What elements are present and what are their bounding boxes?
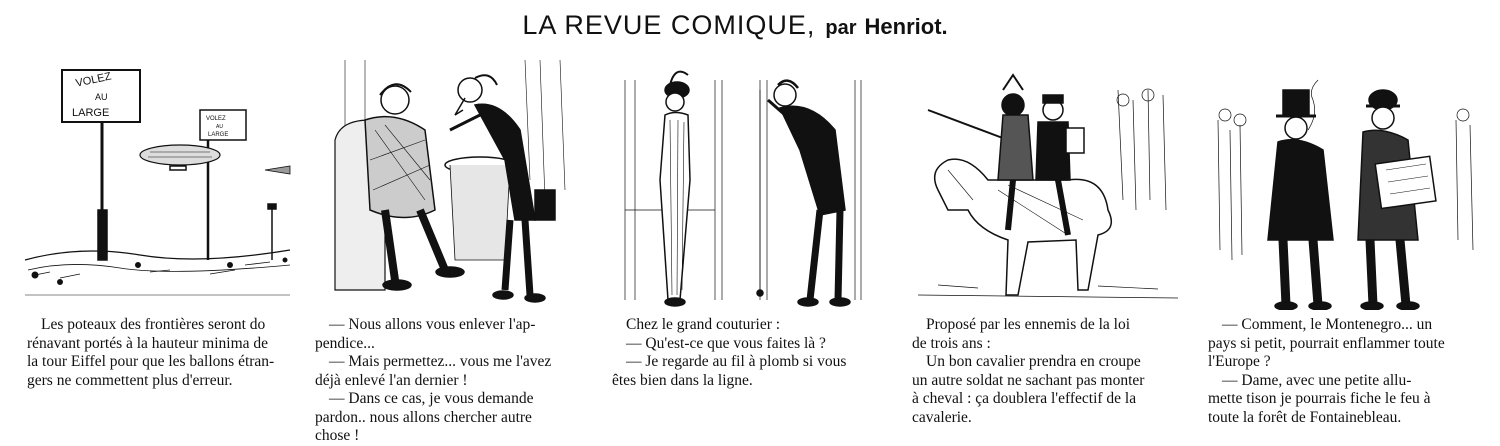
caption-line: pendice...: [315, 334, 375, 352]
caption-line: Un bon cavalier prendra en croupe: [926, 353, 1141, 370]
panel-1-illustration: [20, 60, 295, 310]
caption-line: la tour Eiffel pour que les ballons étran-: [27, 353, 275, 370]
sign-large-top: VOLEZ: [74, 70, 113, 90]
tailor-head: [774, 84, 796, 106]
caption-line: à cheval : ça doublera l'effectif de la: [912, 390, 1137, 407]
map: [1375, 156, 1436, 208]
title-author: Henriot.: [864, 14, 948, 39]
panel-5-illustration: [1208, 60, 1488, 310]
caption-line: Les poteaux des frontières seront do: [41, 316, 266, 333]
distant-balloon: [265, 166, 290, 174]
rider-1-head: [1002, 94, 1024, 116]
caption-line: toute la forêt de Fontainebleau.: [1208, 408, 1402, 426]
caption-line: l'Europe ?: [1208, 353, 1271, 370]
caption-line: Chez le grand couturier :: [626, 316, 781, 333]
caption-line: rénavant portés à la hauteur minima de: [27, 334, 269, 352]
caption-panel-5: [1208, 316, 1480, 427]
page-title: [0, 10, 1470, 41]
caption-line: chose !: [315, 427, 360, 444]
caption-line: un autre soldat ne sachant pas monter: [912, 371, 1145, 389]
caption-panel-3: [612, 316, 882, 390]
caption-panel-4: [912, 316, 1184, 427]
title-main: LA REVUE COMIQUE,: [522, 10, 816, 40]
caption-panel-2: [315, 316, 588, 446]
caption-line: — Qu'est-ce que vous faites là ?: [626, 334, 826, 352]
caption-line: de trois ans :: [912, 334, 991, 352]
caption-line: déjà enlevé l'an dernier !: [315, 371, 468, 389]
caption-line: — Dans ce cas, je vous demande: [329, 390, 534, 407]
caption-line: pardon.. nous allons chercher autre: [315, 408, 532, 426]
caption-panel-1: [27, 316, 289, 390]
panel-4-illustration: [918, 60, 1180, 310]
caption-line: êtes bien dans la ligne.: [612, 371, 753, 389]
caption-line: gers ne commettent plus d'erreur.: [27, 371, 233, 389]
woman-head: [666, 93, 684, 111]
caption-line: — Nous allons vous enlever l'ap-: [329, 316, 536, 333]
sign-small-mid: AU: [216, 124, 223, 130]
sign-large-bottom: LARGE: [72, 107, 110, 119]
caption-line: Proposé par les ennemis de la loi: [926, 316, 1131, 333]
caption-line: pays si petit, pourrait enflammer toute: [1208, 334, 1445, 352]
caption-line: — Dame, avec une petite allu-: [1222, 371, 1412, 389]
caption-line: — Comment, le Montenegro... un: [1222, 316, 1433, 333]
surgeon-head: [458, 78, 482, 102]
sign-small-top: VOLEZ: [206, 116, 226, 122]
panel-3-illustration: [620, 60, 865, 310]
balloon: [140, 145, 220, 165]
sign-large-mid: AU: [95, 92, 108, 102]
caption-line: cavalerie.: [912, 408, 972, 426]
title-by: par: [825, 17, 857, 39]
caption-line: — Je regarde au fil à plomb si vous: [626, 353, 847, 370]
top-hat: [1283, 90, 1309, 116]
sign-small-bottom: LARGE: [208, 132, 229, 138]
caption-line: mette tison je pourrais fiche le feu à: [1208, 390, 1431, 407]
caption-line: — Mais permettez... vous me l'avez: [329, 353, 552, 370]
panel-2-illustration: [325, 60, 585, 310]
